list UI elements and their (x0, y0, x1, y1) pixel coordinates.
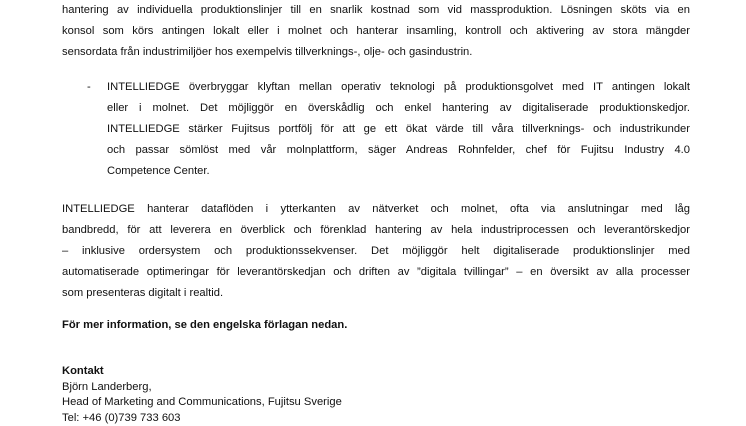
body-paragraph (62, 199, 690, 304)
contact-heading: Kontakt (62, 364, 342, 380)
contact-block (62, 364, 342, 426)
text-line: INTELLIEDGE överbryggar klyftan mellan operativ teknologi på produktionsgolvet med IT antingen lokalt (107, 77, 690, 98)
text-line: eller i molnet. Det möjliggör en överskådlig och enkel hantering av digitaliserade produktionskedjor. (107, 98, 690, 119)
bullet-marker: - (87, 77, 91, 98)
text-line: konsol som körs antingen lokalt eller i molnet och hanterar insamling, kontroll och aktivering av stora mängder (62, 21, 690, 42)
text-line: Competence Center. (107, 161, 690, 182)
text-line: bandbredd, för att leverera en överblick och förenklad hantering av hela industriprocessen och leverantörskedjor (62, 220, 690, 241)
text-line: automatiserade optimeringar för leverantörskedjan och driften av ”digitala tvillingar” – en översikt av alla processer (62, 262, 690, 283)
text-line: INTELLIEDGE hanterar dataflöden i ytterkanten av nätverket och molnet, ofta via anslutningar med låg (62, 199, 690, 220)
text-line: hantering av individuella produktionslinjer till en snarlik kostnad som vid massproduktion. Lösningen sköts via en (62, 0, 690, 21)
text-line: sensordata från industrimiljöer hos exempelvis tillverknings-, olje- och gasindustrin. (62, 42, 690, 63)
contact-phone: Tel: +46 (0)739 733 603 (62, 411, 342, 426)
contact-title: Head of Marketing and Communications, Fujitsu Sverige (62, 395, 342, 411)
contact-name: Björn Landerberg, (62, 380, 342, 396)
quote-paragraph (107, 77, 690, 182)
text-line: som presenteras digitalt i realtid. (62, 283, 690, 304)
intro-paragraph (62, 0, 690, 63)
text-line: och passar sömlöst med vår molnplattform, säger Andreas Rohnfelder, chef för Fujitsu Industry 4.0 (107, 140, 690, 161)
more-info-note: För mer information, se den engelska förlagan nedan. (62, 315, 347, 336)
text-line: – inklusive ordersystem och produktionssekvenser. Det möjliggör helt digitaliserade produktionslinjer med (62, 241, 690, 262)
text-line: INTELLIEDGE stärker Fujitsus portfölj för att ge ett ökat värde till våra tillverknings- och industrikunder (107, 119, 690, 140)
